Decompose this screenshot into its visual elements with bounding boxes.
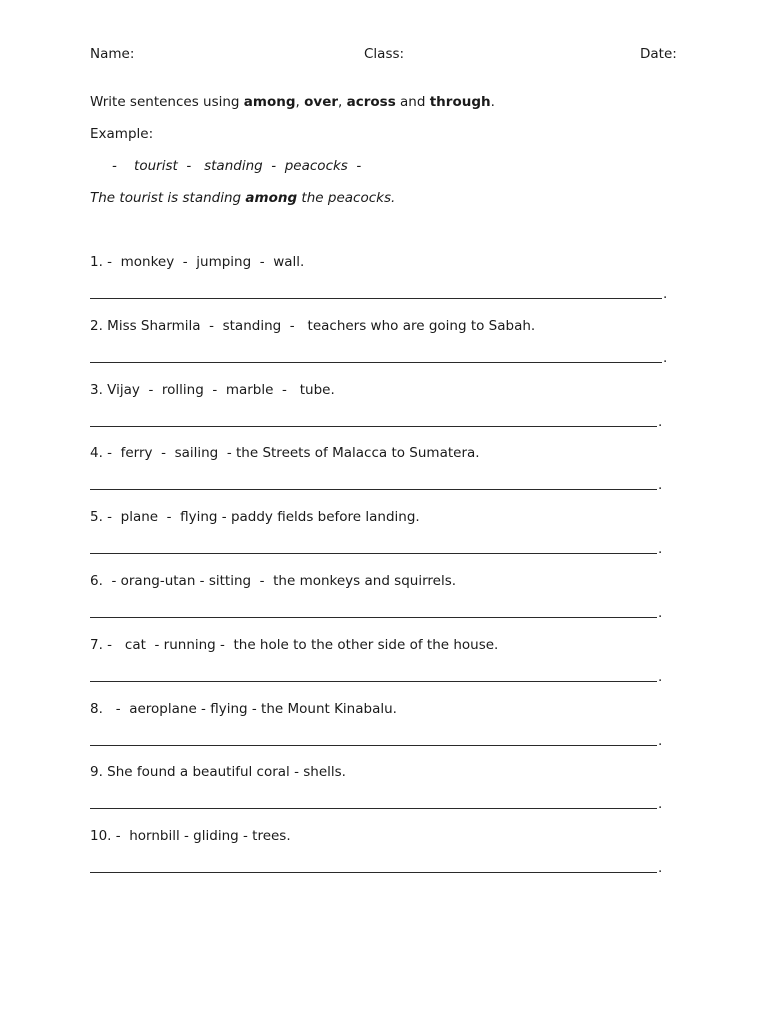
answer-blank[interactable] xyxy=(90,553,657,554)
example-label: Example: xyxy=(90,126,154,142)
keyword-through: through xyxy=(429,94,491,110)
example-answer-prefix: The tourist is standing xyxy=(90,190,246,206)
instructions-sep3: and xyxy=(395,94,430,110)
answer-period: . xyxy=(663,286,668,302)
question-item: 5. - plane - flying - paddy fields before landing. xyxy=(90,509,420,525)
question-item: 10. - hornbill - gliding - trees. xyxy=(90,828,291,844)
example-answer-suffix: the peacocks. xyxy=(297,190,396,206)
answer-blank[interactable] xyxy=(90,426,657,427)
answer-line[interactable] xyxy=(90,286,667,302)
instructions-suffix: . xyxy=(490,94,495,110)
answer-line[interactable] xyxy=(90,796,662,812)
keyword-across: across xyxy=(346,94,396,110)
example-answer xyxy=(90,190,395,206)
instructions-sep2: , xyxy=(338,94,347,110)
answer-line[interactable] xyxy=(90,860,662,876)
answer-period: . xyxy=(658,414,663,430)
answer-period: . xyxy=(658,733,663,749)
date-label: Date: xyxy=(640,46,677,62)
question-item: 2. Miss Sharmila - standing - teachers who are going to Sabah. xyxy=(90,318,536,334)
question-item: 8. - aeroplane - flying - the Mount Kinabalu. xyxy=(90,701,397,717)
answer-blank[interactable] xyxy=(90,808,657,809)
answer-line[interactable] xyxy=(90,541,662,557)
instructions-prefix: Write sentences using xyxy=(90,94,244,110)
answer-period: . xyxy=(658,477,663,493)
answer-line[interactable] xyxy=(90,669,662,685)
answer-period: . xyxy=(658,605,663,621)
worksheet-header xyxy=(90,46,678,126)
answer-blank[interactable] xyxy=(90,872,657,873)
question-item: 3. Vijay - rolling - marble - tube. xyxy=(90,382,335,398)
question-item: 4. - ferry - sailing - the Streets of Malacca to Sumatera. xyxy=(90,445,480,461)
answer-line[interactable] xyxy=(90,605,662,621)
answer-blank[interactable] xyxy=(90,298,662,299)
question-item: 7. - cat - running - the hole to the other side of the house. xyxy=(90,637,499,653)
name-label: Name: xyxy=(90,46,135,62)
instructions xyxy=(90,94,495,110)
class-label: Class: xyxy=(364,46,405,62)
answer-period: . xyxy=(663,350,668,366)
answer-period: . xyxy=(658,541,663,557)
question-item: 1. - monkey - jumping - wall. xyxy=(90,254,305,270)
example-answer-keyword: among xyxy=(245,190,298,206)
answer-line[interactable] xyxy=(90,414,662,430)
answer-blank[interactable] xyxy=(90,489,657,490)
instructions-sep1: , xyxy=(295,94,305,110)
answer-line[interactable] xyxy=(90,477,662,493)
answer-period: . xyxy=(658,796,663,812)
answer-blank[interactable] xyxy=(90,617,657,618)
answer-blank[interactable] xyxy=(90,681,657,682)
answer-line[interactable] xyxy=(90,733,662,749)
keyword-over: over xyxy=(304,94,339,110)
answer-line[interactable] xyxy=(90,350,667,366)
answer-period: . xyxy=(658,669,663,685)
question-item: 6. - orang-utan - sitting - the monkeys and squirrels. xyxy=(90,573,457,589)
answer-period: . xyxy=(658,860,663,876)
example-prompt: - tourist - standing - peacocks - xyxy=(112,158,362,174)
answer-blank[interactable] xyxy=(90,745,657,746)
keyword-among: among xyxy=(243,94,296,110)
answer-blank[interactable] xyxy=(90,362,662,363)
question-item: 9. She found a beautiful coral - shells. xyxy=(90,764,346,780)
